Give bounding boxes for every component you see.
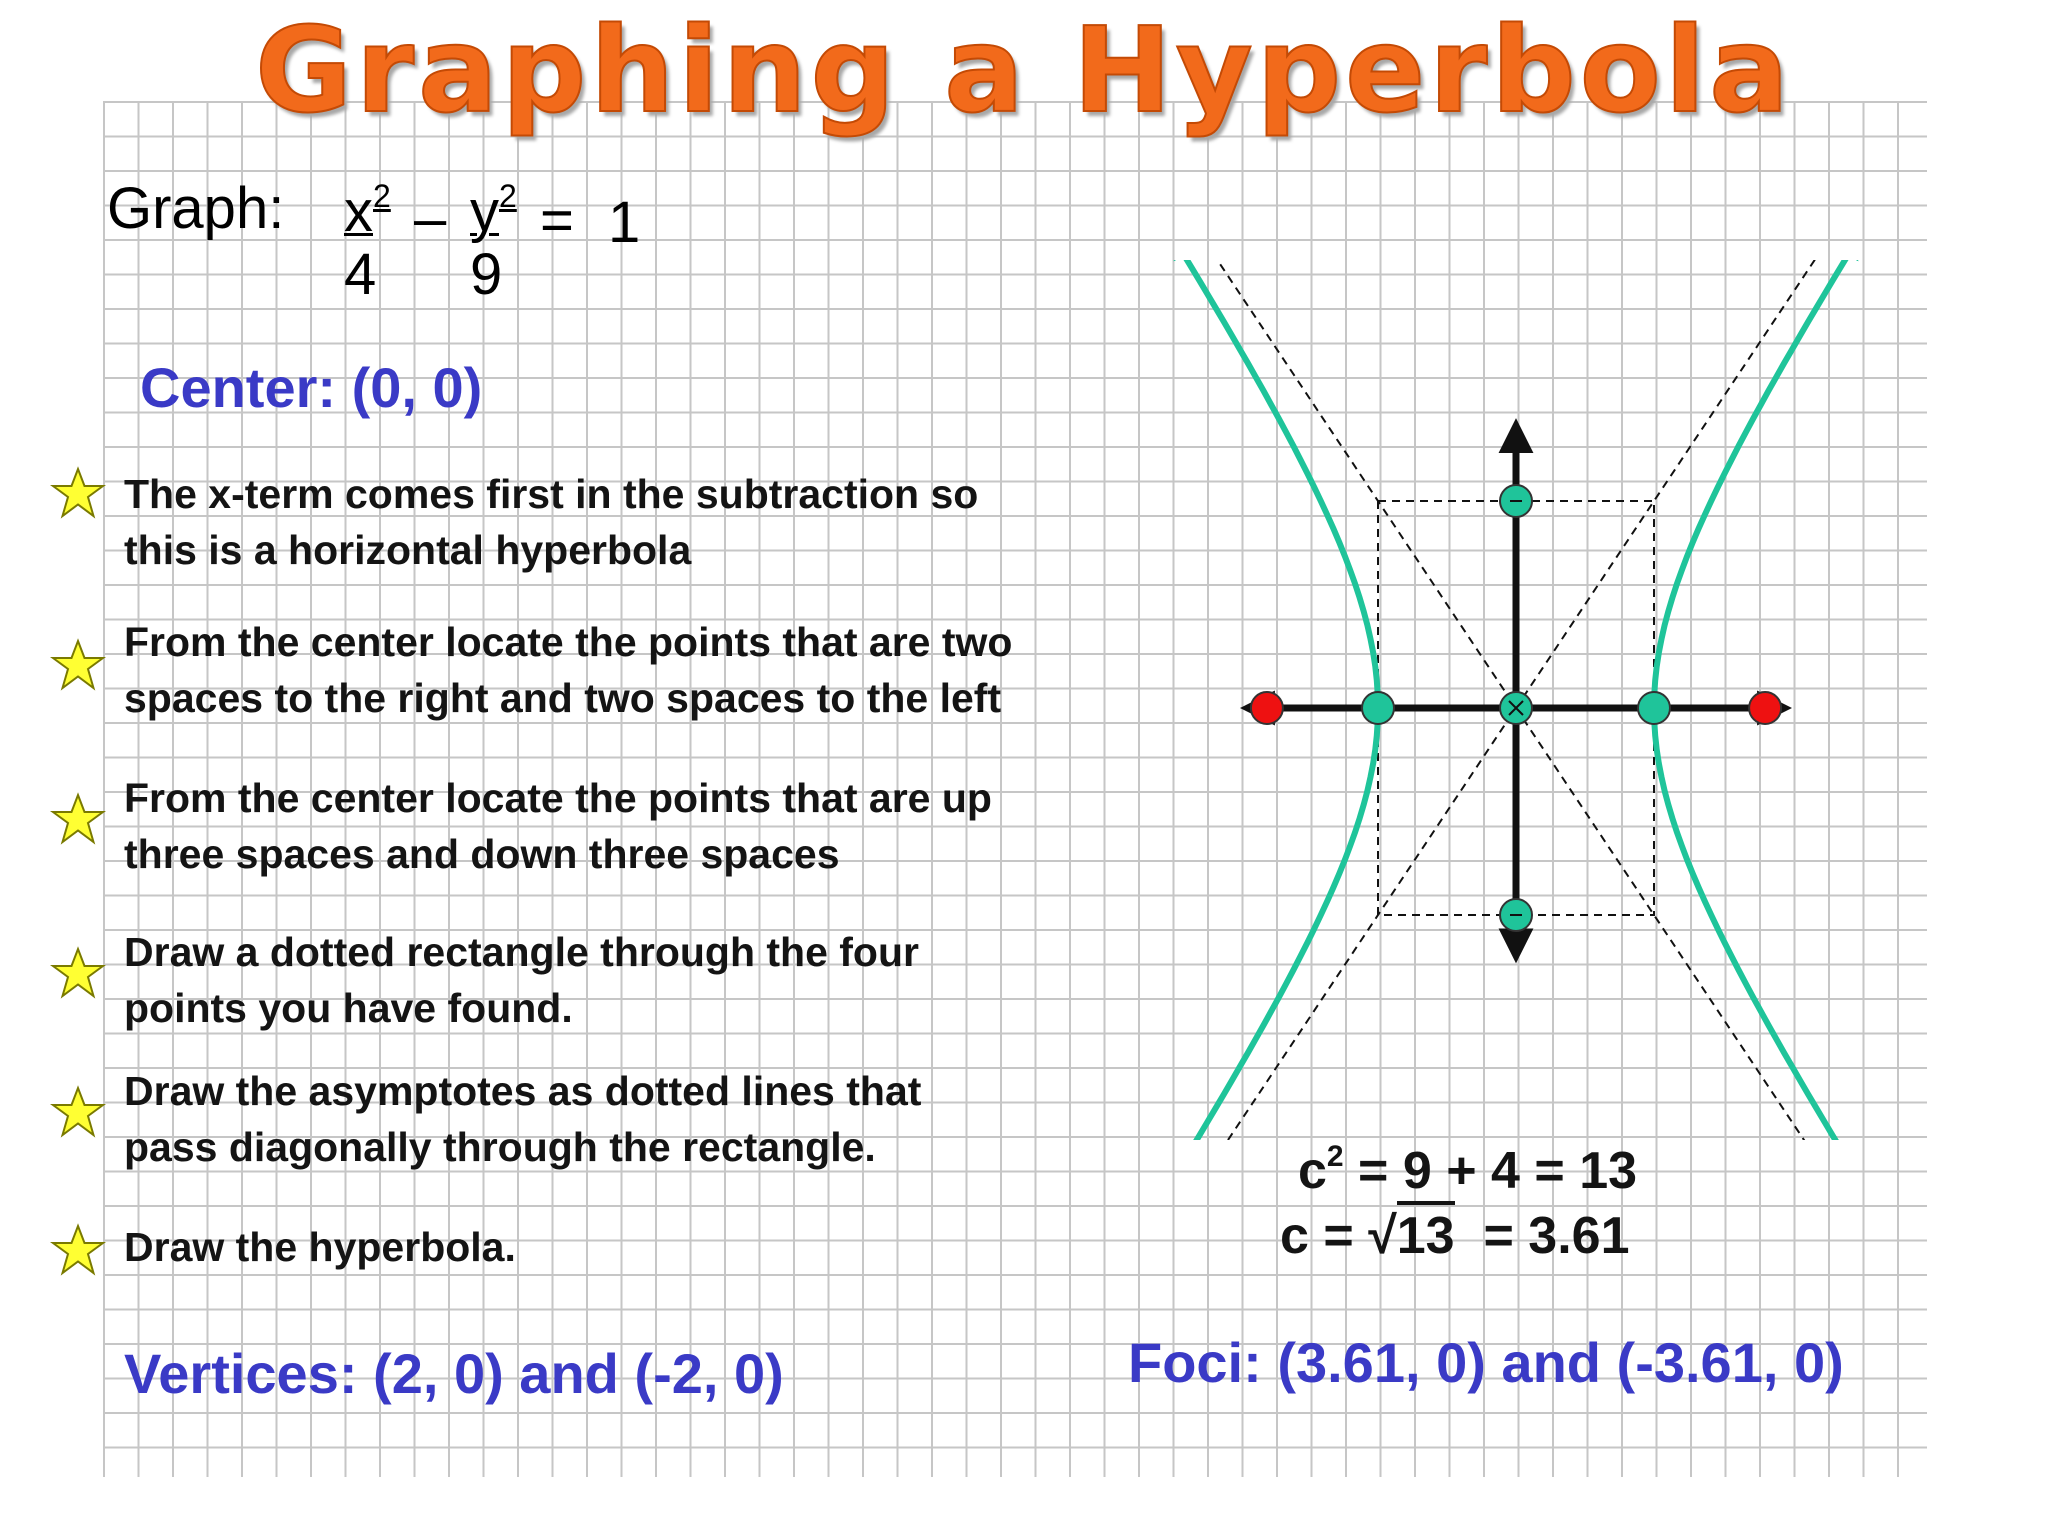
step-line: From the center locate the points that are up bbox=[124, 775, 992, 821]
hyperbola-graph bbox=[1140, 260, 1920, 1140]
step-1 bbox=[50, 466, 1130, 586]
star-icon bbox=[50, 946, 106, 1002]
vertices-heading: Vertices: (2, 0) and (-2, 0) bbox=[124, 1342, 784, 1405]
focus-point bbox=[1251, 692, 1283, 724]
step-line: The x-term comes first in the subtraction so bbox=[124, 471, 979, 517]
step-text bbox=[124, 466, 1174, 578]
step-line: three spaces and down three spaces bbox=[124, 831, 840, 877]
x-squared-numerator bbox=[344, 178, 391, 244]
vertex-point bbox=[1362, 692, 1394, 724]
step-4 bbox=[50, 924, 1130, 1044]
star-icon bbox=[50, 1223, 106, 1279]
step-2 bbox=[50, 614, 1130, 734]
star-icon bbox=[50, 638, 106, 694]
graph-label: Graph: bbox=[107, 176, 285, 241]
radical-icon: √ bbox=[1368, 1207, 1397, 1265]
c-symbol: c bbox=[1298, 1142, 1327, 1200]
x-exponent: 2 bbox=[373, 178, 391, 214]
star-icon bbox=[50, 792, 106, 848]
page-title: Graphing a Hyperbola bbox=[255, 1, 1793, 139]
c-result: = 3.61 bbox=[1454, 1207, 1630, 1265]
step-line: points you have found. bbox=[124, 985, 573, 1031]
step-line: Draw a dotted rectangle through the four bbox=[124, 929, 919, 975]
c-exponent: 2 bbox=[1326, 1140, 1344, 1173]
step-5 bbox=[50, 1063, 1130, 1183]
minus-sign: – bbox=[414, 186, 447, 251]
star-icon bbox=[50, 466, 106, 522]
center-heading: Center: (0, 0) bbox=[140, 356, 483, 419]
step-text bbox=[124, 1219, 1174, 1275]
vertex-point bbox=[1638, 692, 1670, 724]
equals-sign: = bbox=[540, 188, 574, 253]
focus-point bbox=[1749, 692, 1781, 724]
y-exponent: 2 bbox=[499, 178, 517, 214]
foci-heading: Foci: (3.61, 0) and (-3.61, 0) bbox=[1128, 1331, 1844, 1394]
step-text bbox=[124, 1063, 1174, 1175]
step-line: Draw the asymptotes as dotted lines that bbox=[124, 1068, 922, 1114]
x-variable: x bbox=[344, 179, 373, 244]
step-3 bbox=[50, 770, 1130, 890]
step-6 bbox=[50, 1219, 1130, 1339]
step-line: spaces to the right and two spaces to the left bbox=[124, 675, 1002, 721]
step-line: From the center locate the points that are two bbox=[124, 619, 1013, 665]
step-text bbox=[124, 770, 1174, 882]
star-icon bbox=[50, 1085, 106, 1141]
c-squared-rest: = 9 + 4 = 13 bbox=[1343, 1142, 1638, 1200]
y-squared-numerator bbox=[470, 178, 517, 244]
step-line: Draw the hyperbola. bbox=[124, 1224, 516, 1270]
step-text bbox=[124, 924, 1174, 1036]
y-denominator: 9 bbox=[470, 242, 503, 307]
c-prefix: c = bbox=[1280, 1207, 1369, 1265]
c-value-calculation bbox=[1280, 1207, 1630, 1265]
equation-rhs: 1 bbox=[608, 190, 641, 255]
step-line: this is a horizontal hyperbola bbox=[124, 527, 692, 573]
step-text bbox=[124, 614, 1174, 726]
c-squared-calculation bbox=[1298, 1140, 1638, 1200]
radicand: 13 bbox=[1397, 1201, 1455, 1265]
x-denominator: 4 bbox=[344, 242, 377, 307]
y-variable: y bbox=[470, 179, 499, 244]
step-line: pass diagonally through the rectangle. bbox=[124, 1124, 876, 1170]
